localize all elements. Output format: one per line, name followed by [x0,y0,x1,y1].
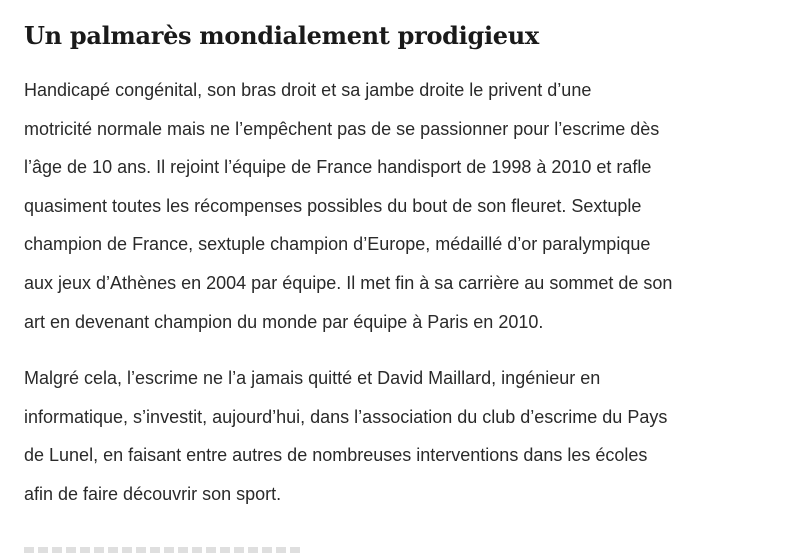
paragraph-line: Malgré cela, l’escrime ne l’a jamais quitté et David Maillard, ingénieur en [24,368,601,389]
section-heading: Un palmarès mondialement prodigieux [24,21,539,50]
paragraph-1 [24,71,774,341]
paragraph-line: afin de faire découvrir son sport. [24,483,282,504]
paragraph-line: motricité normale mais ne l’empêchent pas de se passionner pour l’escrime dès [24,118,660,139]
paragraph-2 [24,359,774,513]
paragraph-line: Handicapé congénital, son bras droit et sa jambe droite le privent d’une [24,80,592,100]
article-body [24,18,774,514]
paragraph-line: l’âge de 10 ans. Il rejoint l’équipe de France handisport de 1998 à 2010 et rafle [24,157,652,178]
paragraph-line: art en devenant champion du monde par équipe à Paris en 2010. [24,311,544,332]
paragraph-line: champion de France, sextuple champion d’Europe, médaillé d’or paralympique [24,234,651,255]
paragraph-line: quasiment toutes les récompenses possibles du bout de son fleuret. Sextuple [24,195,642,216]
paragraph-line: de Lunel, en faisant entre autres de nombreuses interventions dans les écoles [24,445,648,466]
paragraph-line: aux jeux d’Athènes en 2004 par équipe. Il met fin à sa carrière au sommet de son [24,272,673,293]
cut-off-next-heading [24,541,304,553]
paragraph-line: informatique, s’investit, aujourd’hui, dans l’association du club d’escrime du Pays [24,406,668,427]
